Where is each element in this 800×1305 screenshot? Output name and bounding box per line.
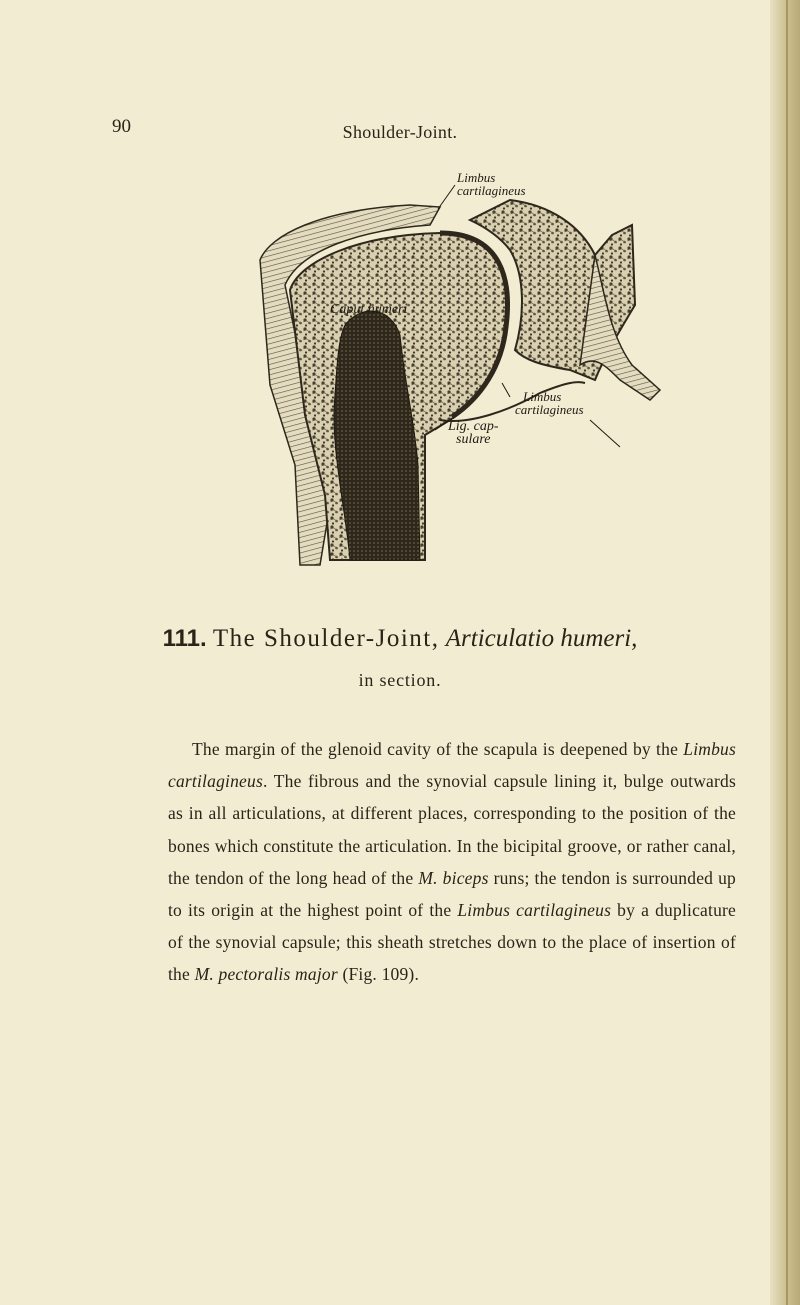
label-limbus-cartilagineus-lower: Limbus cartilagineus: [515, 389, 584, 417]
figure-title: The Shoulder-Joint,: [212, 625, 440, 652]
figure-latin-title: Articulatio humeri,: [445, 625, 638, 652]
figure-number: 111.: [162, 625, 207, 652]
shoulder-joint-section-illustration: [240, 165, 740, 575]
label-lig-capsulare: Lig. cap- sulare: [448, 419, 499, 447]
body-paragraph: [168, 733, 736, 991]
label-limbus-cartilagineus-top: Limbus cartilagineus: [457, 170, 526, 198]
paragraph: The margin of the glenoid cavity of the scapula is deepened by the Limbus cartilagineus. The fibrous and the synovial capsule lining it, bulge outwards as in all articulations, at different places, corresponding to the position of the bones which constitute the articulation. In the bicipital groove, or rather canal, the tendon of the long head of the M. biceps runs; the tendon is surrounded up to its origin at the highest point of the Limbus cartilagineus by a duplicature of the synovial capsule; this sheath stretches down to the place of insertion of the M. pectoralis major (Fig. 109).: [168, 739, 737, 985]
figure-caption: [0, 625, 800, 653]
shoulder-joint-drawing: [240, 165, 740, 575]
page-number: 90: [112, 116, 131, 137]
label-caput-humeri: Caput humeri: [330, 302, 408, 317]
figure-subtitle: in section.: [358, 670, 442, 690]
running-head: Shoulder-Joint.: [342, 122, 458, 142]
